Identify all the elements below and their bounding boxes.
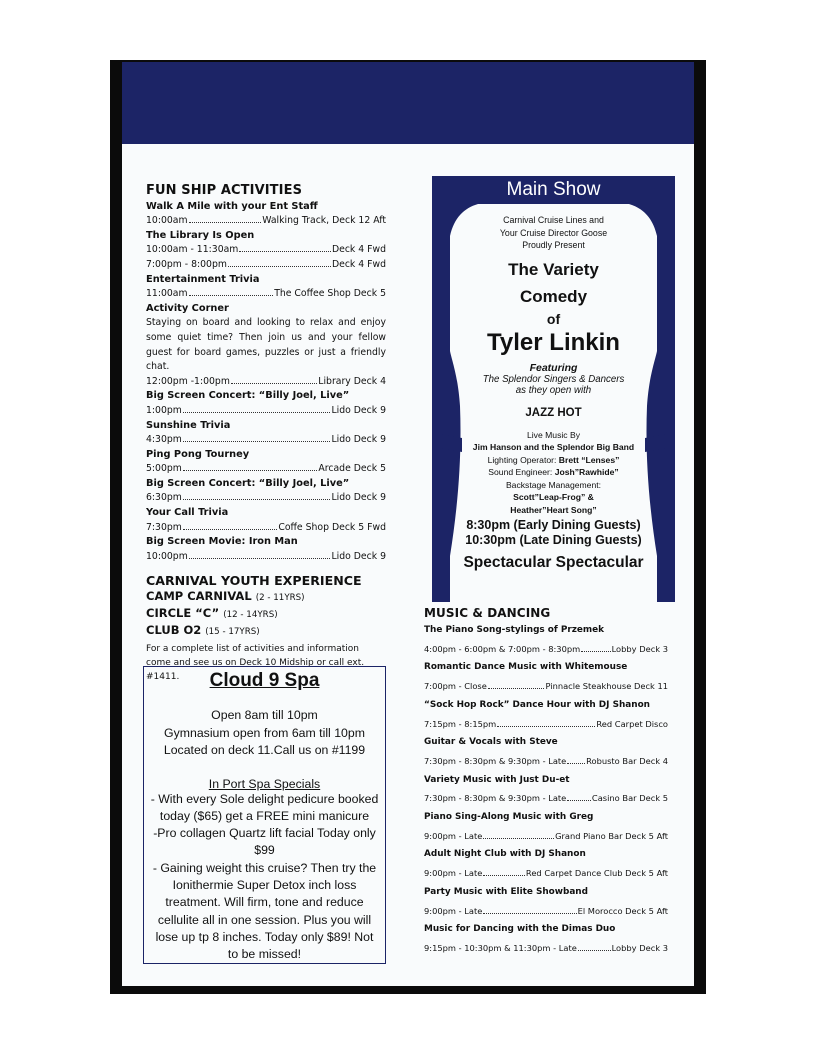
activity-place: Lido Deck 9 xyxy=(331,550,386,562)
activity-time: 7:00pm - 8:00pm xyxy=(146,258,227,270)
activity-row xyxy=(146,462,386,477)
activity-time: 10:00pm xyxy=(146,550,188,562)
live-music-band: Jim Hanson and the Splendor Big Band xyxy=(472,442,635,453)
music-place: Pinnacle Steakhouse Deck 11 xyxy=(545,681,668,692)
featuring-line: as they open with xyxy=(515,385,592,396)
activity-title: Big Screen Movie: Iron Man xyxy=(146,536,298,548)
program-ages: (15 - 17YRS) xyxy=(205,627,260,638)
header-band xyxy=(122,62,694,144)
activity-place: Arcade Deck 5 xyxy=(318,463,386,475)
activity-time: 1:00pm xyxy=(146,404,182,416)
music-title: Romantic Dance Music with Whitemouse xyxy=(424,662,628,673)
show-time: 10:30pm (Late Dining Guests) xyxy=(465,533,642,548)
activity-time: 10:00am xyxy=(146,215,188,227)
activity-row xyxy=(146,214,386,229)
music-row xyxy=(424,902,668,921)
activity-place: Lido Deck 9 xyxy=(331,492,386,504)
activity-time: 4:30pm xyxy=(146,434,182,446)
music-place: Lobby Deck 3 xyxy=(611,942,668,953)
youth-program xyxy=(146,589,386,606)
show-time: 8:30pm (Early Dining Guests) xyxy=(466,517,641,532)
show-title-line: The Variety xyxy=(508,259,599,279)
music-time: 9:15pm - 10:30pm & 11:30pm - Late xyxy=(424,942,577,953)
activity-place: Library Deck 4 xyxy=(318,375,386,387)
music-place: El Morocco Deck 5 Aft xyxy=(577,905,668,916)
music-time: 7:30pm - 8:30pm & 9:30pm - Late xyxy=(424,755,567,766)
show-title-line: Comedy xyxy=(519,286,588,306)
music-title: Guitar & Vocals with Steve xyxy=(424,737,558,748)
program-name: CAMP CARNIVAL xyxy=(146,589,252,604)
music-row xyxy=(424,939,668,958)
activity-time: 10:00am - 11:30am xyxy=(146,244,239,256)
music-title: Piano Sing-Along Music with Greg xyxy=(424,812,594,823)
youth-program xyxy=(146,606,386,623)
music-row xyxy=(424,864,668,883)
presenter-line: Proudly Present xyxy=(522,240,585,250)
activity-time: 7:30pm xyxy=(146,521,182,533)
activity-title: Big Screen Concert: “Billy Joel, Live” xyxy=(146,390,350,402)
music-time: 4:00pm - 6:00pm & 7:00pm - 8:30pm xyxy=(424,643,581,654)
spa-title: Cloud 9 Spa xyxy=(209,670,320,691)
music-time: 7:30pm - 8:30pm & 9:30pm - Late xyxy=(424,793,567,804)
music-title: Music for Dancing with the Dimas Duo xyxy=(424,924,616,935)
program-ages: (12 - 14YRS) xyxy=(223,610,278,621)
youth-note: For a complete list of activities and information come and see us on Deck 10 Midship or call ext. #1411. xyxy=(146,644,365,683)
music-place: Robusto Bar Deck 4 xyxy=(586,755,668,766)
activity-title: Activity Corner xyxy=(146,302,229,314)
music-row xyxy=(424,715,668,734)
music-row xyxy=(424,827,668,846)
show-title-of: of xyxy=(546,310,561,327)
featuring-label: Featuring xyxy=(529,361,578,374)
activity-row xyxy=(146,550,386,565)
activity-row xyxy=(146,521,386,536)
music-title: Adult Night Club with DJ Shanon xyxy=(424,849,586,860)
activity-row xyxy=(146,243,386,258)
activity-place: Deck 4 Fwd xyxy=(331,258,386,270)
lighting-credit xyxy=(432,454,675,467)
music-place: Casino Bar Deck 5 xyxy=(591,793,668,804)
spa-line: Open 8am till 10pm xyxy=(211,708,318,722)
music-place: Red Carpet Disco xyxy=(596,718,668,729)
activity-place: The Coffee Shop Deck 5 xyxy=(274,288,386,300)
activity-place: Lido Deck 9 xyxy=(331,434,386,446)
music-place: Red Carpet Dance Club Deck 5 Aft xyxy=(525,868,668,879)
activity-row xyxy=(146,287,386,302)
music-dancing xyxy=(424,606,668,958)
credit-name: Brett “Lenses” xyxy=(558,454,620,465)
activity-title: The Library Is Open xyxy=(146,229,255,241)
music-place: Grand Piano Bar Deck 5 Aft xyxy=(555,830,668,841)
activity-row xyxy=(146,375,386,390)
activity-title: Walk A Mile with your Ent Staff xyxy=(146,200,318,212)
music-title: Variety Music with Just Du-et xyxy=(424,774,570,785)
featuring-line: The Splendor Singers & Dancers xyxy=(482,373,625,385)
music-title: The Piano Song-stylings of Przemek xyxy=(424,625,605,635)
music-title: Party Music with Elite Showband xyxy=(424,886,588,897)
music-row xyxy=(424,640,668,659)
fun-ship-activities xyxy=(146,184,386,684)
sound-credit xyxy=(432,466,675,479)
spa-special: - Gaining weight this cruise? Then try the Ionithermie Super Detox inch loss treatment. Will firm, tone and reduce cellulite all in one session. Plus you will lose up tp 8 inches. Today only $89! Not to be missed! xyxy=(152,860,377,962)
music-time: 9:00pm - Late xyxy=(424,905,483,916)
program-ages: (2 - 11YRS) xyxy=(255,593,305,604)
backstage-name: Scott”Leap-Frog” & xyxy=(513,492,594,503)
backstage-label: Backstage Management: xyxy=(505,479,602,490)
music-time: 9:00pm - Late xyxy=(424,830,483,841)
activity-title: Entertainment Trivia xyxy=(146,273,260,285)
activity-row xyxy=(146,404,386,419)
music-row xyxy=(424,789,668,808)
main-show-heading: Main Show xyxy=(506,179,601,200)
credit-label: Sound Engineer: xyxy=(488,467,553,478)
spa-specials-heading: In Port Spa Specials xyxy=(208,776,321,791)
backstage-name: Heather”Heart Song” xyxy=(510,505,597,516)
activity-time: 12:00pm -1:00pm xyxy=(146,375,230,387)
activity-row xyxy=(146,433,386,448)
spa-special: -Pro collagen Quartz lift facial Today only $99 xyxy=(153,826,376,858)
credit-label: Lighting Operator: xyxy=(487,454,557,465)
music-time: 9:00pm - Late xyxy=(424,868,483,879)
credit-name: Josh”Rawhide” xyxy=(554,467,619,478)
activity-place: Coffe Shop Deck 5 Fwd xyxy=(278,521,386,533)
live-music-label: Live Music By xyxy=(526,429,580,440)
youth-program xyxy=(146,623,386,640)
fun-ship-heading: FUN SHIP ACTIVITIES xyxy=(146,183,303,198)
activity-row xyxy=(146,491,386,506)
music-time: 7:15pm - 8:15pm xyxy=(424,718,497,729)
activity-title: Your Call Trivia xyxy=(146,507,229,519)
spa-line: Located on deck 11.Call us on #1199 xyxy=(163,743,366,757)
activity-title: Big Screen Concert: “Billy Joel, Live” xyxy=(146,477,350,489)
activity-time: 5:00pm xyxy=(146,463,182,475)
activity-row xyxy=(146,258,386,273)
program-name: CLUB O2 xyxy=(146,623,202,638)
activity-time: 6:30pm xyxy=(146,492,182,504)
music-time: 7:00pm - Close xyxy=(424,681,487,692)
spa-box xyxy=(143,666,386,964)
music-place: Lobby Deck 3 xyxy=(611,643,668,654)
activity-time: 11:00am xyxy=(146,288,188,300)
activity-title: Sunshine Trivia xyxy=(146,419,231,431)
music-heading: MUSIC & DANCING xyxy=(424,606,551,620)
music-row xyxy=(424,752,668,771)
opening-number: JAZZ HOT xyxy=(525,406,582,419)
activity-title: Ping Pong Tourney xyxy=(146,448,250,460)
presenter-line: Your Cruise Director Goose xyxy=(499,227,608,238)
activity-place: Lido Deck 9 xyxy=(331,404,386,416)
program-name: CIRCLE “C” xyxy=(146,606,220,621)
activity-description: Staying on board and looking to relax and enjoy some quiet time? Then join us and your fellow guest for board games, puzzles or just a friendly chat. xyxy=(146,317,386,373)
youth-heading: CARNIVAL YOUTH EXPERIENCE xyxy=(146,573,362,589)
main-show-text xyxy=(432,214,675,572)
activity-place: Deck 4 Fwd xyxy=(331,244,386,256)
music-title: “Sock Hop Rock” Dance Hour with DJ Shanon xyxy=(424,699,650,710)
presenter-line: Carnival Cruise Lines and xyxy=(503,215,604,225)
spa-line: Gymnasium open from 6am till 10pm xyxy=(164,725,365,740)
music-row xyxy=(424,677,668,696)
activity-place: Walking Track, Deck 12 Aft xyxy=(262,215,386,227)
show-tagline: Spectacular Spectacular xyxy=(463,553,644,571)
spa-special: - With every Sole delight pedicure booked today ($65) get a FREE mini manicure xyxy=(150,791,379,823)
performer-name: Tyler Linkin xyxy=(487,328,620,356)
